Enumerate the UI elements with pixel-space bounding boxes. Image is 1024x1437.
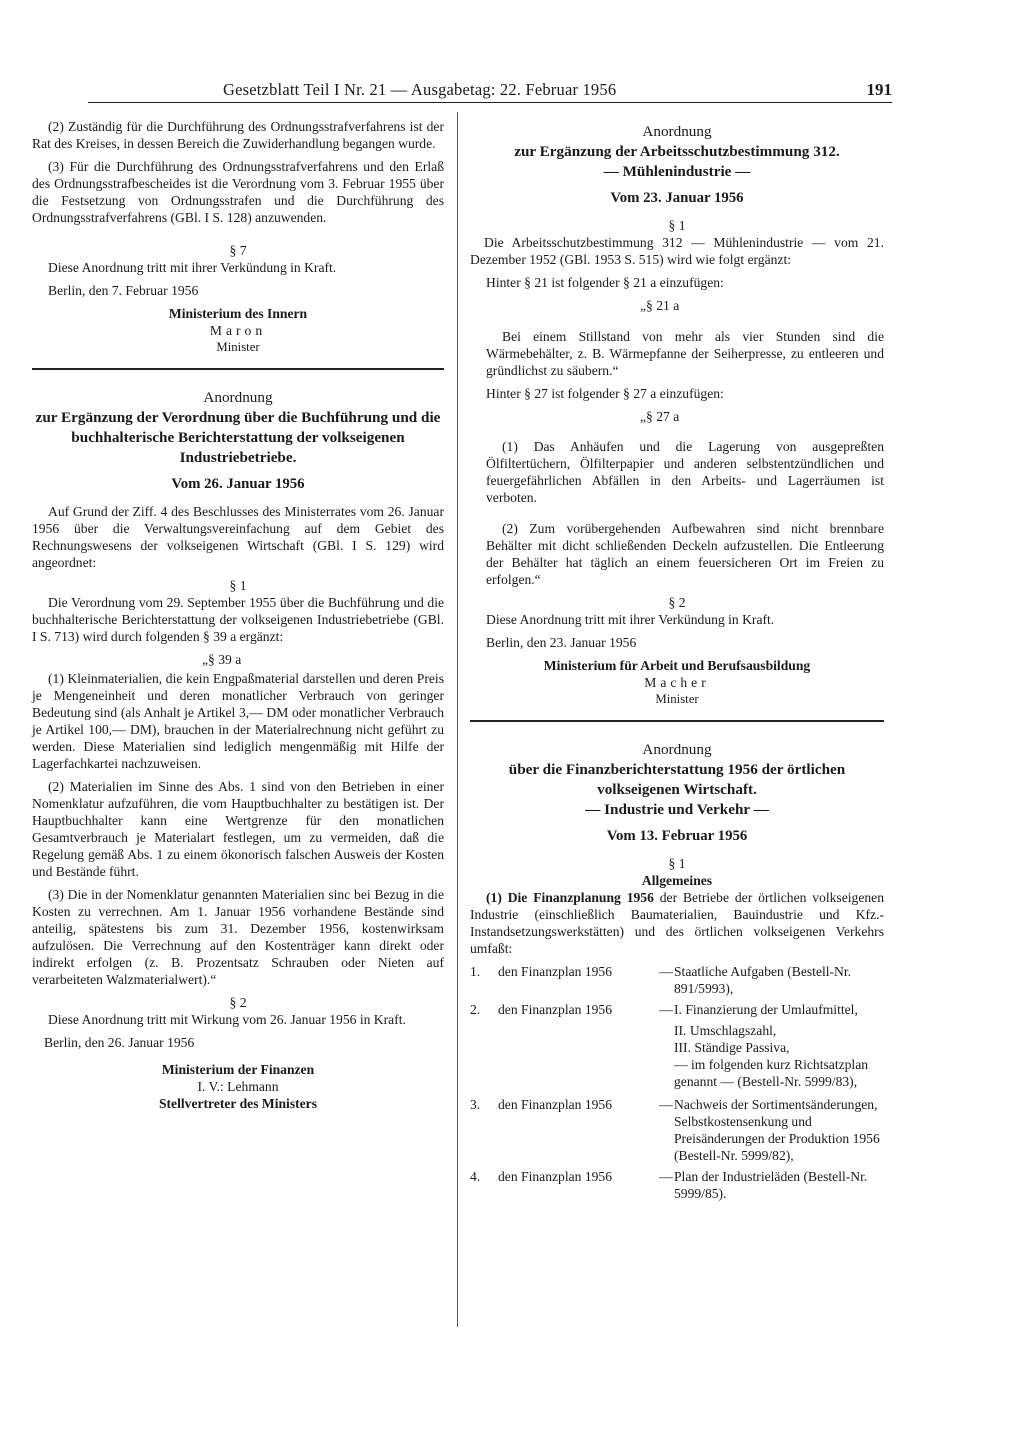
paragraph: (2) Materialien im Sinne des Abs. 1 sind von den Betrieben in einer Nomenklatur aufzuführen, die vom Hauptbuchhalter zu bestätigen ist. Der Hauptbuchhalter kann eine Wertgrenze für den monatlichen Gesamtverbrauch je Materialart festlegen, um zu vermeiden, daß die Regelung gemäß Abs. 1 zu einem ökonorisch falschen Ausweis der Kosten und Bestände führt. [32, 779, 444, 879]
finance-plan-item [470, 963, 884, 997]
section-heading: § 2 [668, 594, 686, 610]
paragraph: (2) Zum vorübergehenden Aufbewahren sind nicht brennbare Behälter mit dicht schließenden Deckeln aufzustellen. Die Entleerung der Behälter hat täglich an einem feuersicheren Ort im Freien zu erfolgen.“ [486, 520, 884, 587]
paragraph: Hinter § 21 ist folgender § 21 a einzufügen: [486, 275, 724, 290]
section-heading: § 7 [229, 243, 247, 258]
ordinance-word: Anordnung [642, 123, 712, 140]
finance-plan-item [470, 1168, 884, 1202]
section-rule [470, 720, 884, 722]
ordinance-title: zur Ergänzung der Verordnung über die Buchführung und die buchhalterische Berichterstattung der volkseigenen Industriebetriebe. [35, 409, 441, 466]
ordinance-date: Vom 13. Februar 1956 [606, 827, 748, 844]
finance-plan-item [470, 1001, 884, 1018]
ordinance-word: Anordnung [203, 389, 273, 406]
section-heading: § 1 [668, 855, 686, 871]
section-heading: § 1 [668, 218, 686, 233]
section-heading: „§ 21 a [640, 298, 680, 313]
ordinance-subtitle: — Mühlenindustrie — [603, 163, 751, 180]
signer-title: Minister [655, 691, 699, 706]
section-heading: § 1 [229, 578, 247, 593]
signer-title: Stellvertreter des Ministers [158, 1096, 318, 1111]
ministry-name: Ministerium des Innern [168, 306, 308, 321]
signer-name: Maron [209, 323, 267, 338]
paragraph: Hinter § 27 ist folgender § 27 a einzufügen: [486, 385, 724, 401]
item-number: 4. [470, 1168, 481, 1184]
item-dash: — [659, 1096, 673, 1112]
signer-name: I. V.: Lehmann [197, 1079, 279, 1094]
place-date: Berlin, den 26. Januar 1956 [44, 1035, 195, 1050]
item-description: Nachweis der Sortimentsänderungen, Selbstkostensenkung und Preisänderungen der Produktion 1956 (Bestell-Nr. 5999/82), [674, 1096, 880, 1163]
paragraph: (1) Das Anhäufen und die Lagerung von ausgepreßten Ölfiltertüchern, Ölfilterpapier und anderen selbstentzündlichen und feuergefährlichen Abfällen in den Arbeits- und Lagerräumen ist verboten. [486, 439, 884, 506]
subitem-text: II. Umschlagszahl, [674, 1022, 777, 1038]
paragraph: (3) Die in der Nomenklatur genannten Materialien sinc bei Bezug in die Kosten zu verrechnen. Am 1. Januar 1956 vorhandene Bestände sind anteilig, spätestens bis zum 31. Dezember 1956, kostenwirksam aufzulösen. Die Verrechnung auf den Kostenträger kann direkt oder indirekt erfolgen (z. B. Prozentsatz Schrauben oder Nieten auf verarbeiteten Walzmaterialwert).“ [32, 887, 444, 987]
section-rule [32, 368, 444, 370]
place-date: Berlin, den 7. Februar 1956 [48, 283, 199, 298]
item-number: 2. [470, 1001, 481, 1017]
subitem-text: III. Ständige Passiva, [674, 1039, 790, 1055]
item-description: Plan der Industrieläden (Bestell-Nr. 5999/85). [674, 1168, 868, 1201]
paragraph: (2) Zuständig für die Durchführung des Ordnungsstrafverfahrens ist der Rat des Kreises, in dessen Bereich die Zuwiderhandlung begangen wurde. [32, 119, 444, 151]
paragraph: Diese Anordnung tritt mit ihrer Verkündung in Kraft. [486, 611, 775, 627]
paragraph-lead: (1) Die Finanzplanung 1956 [486, 889, 654, 905]
item-number: 1. [470, 963, 481, 979]
section-heading: „§ 39 a [202, 652, 242, 667]
ordinance-date: Vom 26. Januar 1956 [171, 476, 305, 492]
section-heading: „§ 27 a [640, 408, 680, 424]
page-header [88, 80, 892, 104]
finance-plan-subitem [470, 1039, 884, 1056]
paragraph: Diese Anordnung tritt mit Wirkung vom 26. Januar 1956 in Kraft. [48, 1012, 406, 1027]
paragraph: Bei einem Stillstand von mehr als vier Stunden sind die Wärmebehälter, z. B. Wärmepfanne der Seiherpresse, zu entleeren und gründlichst zu säubern.“ [486, 328, 884, 378]
paragraph: (1) Kleinmaterialien, die kein Engpaßmaterial darstellen und deren Preis je Mengeneinheit und deren monatlicher Verbrauch von geringer Bedeutung sind (als Anhalt je Artikel 3,— DM oder monatlicher Verbrauch je Artikel 100,— DM), brauchen in der Materialrechnung nicht geführt zu werden. Diese Materialien sind lediglich mengenmäßig mit Hilfe der Lagerfachkartei nachzuweisen. [32, 671, 444, 771]
signer-title: Minister [216, 340, 260, 354]
paragraph: (3) Für die Durchführung des Ordnungsstrafverfahrens und den Erlaß des Ordnungsstrafbescheides ist die Verordnung vom 3. Februar 1955 über die Festsetzung von Ordnungsstrafen und die Durchführung des Ordnungsstrafverfahrens (GBl. I S. 128) anzuwenden. [32, 159, 444, 225]
ordinance-subtitle: — Industrie und Verkehr — [585, 800, 769, 818]
finance-plan-subitem [470, 1022, 884, 1039]
subitem-text: — im folgenden kurz Richtsatzplan genannt — (Bestell-Nr. 5999/83), [674, 1056, 869, 1089]
paragraph: Die Verordnung vom 29. September 1955 über die Buchführung und die buchhalterische Berichterstattung der volkseigenen Industriebetriebe (GBl. I S. 713) wird durch folgenden § 39 a ergänzt: [32, 595, 444, 644]
item-label: den Finanzplan 1956 [498, 963, 613, 979]
item-label: den Finanzplan 1956 [498, 1168, 613, 1184]
header-title: Gesetzblatt Teil I Nr. 21 — Ausgabetag: 22. Februar 1956 [223, 80, 617, 99]
page-number: 191 [866, 80, 892, 99]
section-heading: § 2 [229, 995, 247, 1010]
right-column [470, 122, 884, 1206]
item-description: I. Finanzierung der Umlaufmittel, [674, 1001, 858, 1017]
item-dash: — [659, 1001, 673, 1017]
item-number: 3. [470, 1096, 481, 1112]
paragraph: Diese Anordnung tritt mit ihrer Verkündung in Kraft. [48, 260, 337, 275]
ordinance-title: über die Finanzberichterstattung 1956 der örtlichen volkseigenen Wirtschaft. [508, 760, 846, 798]
signer-name: Macher [644, 674, 710, 690]
header-rule [88, 102, 892, 103]
left-column [32, 118, 444, 1112]
ordinance-word: Anordnung [642, 740, 712, 758]
section-title: Allgemeines [641, 872, 713, 888]
item-dash: — [659, 963, 673, 979]
ministry-name: Ministerium für Arbeit und Berufsausbildung [543, 657, 811, 673]
finance-plan-item [470, 1096, 884, 1164]
paragraph: Auf Grund der Ziff. 4 des Beschlusses des Ministerrates vom 26. Januar 1956 über die Verwaltungsvereinfachung auf dem Gebiet des Rechnungswesens der volkseigenen Wirtschaft (GBl. I S. 129) wird angeordnet: [32, 504, 444, 570]
ministry-name: Ministerium der Finanzen [161, 1062, 315, 1077]
finance-plan-subitem [470, 1056, 884, 1090]
paragraph: Die Arbeitsschutzbestimmung 312 — Mühlenindustrie — vom 21. Dezember 1952 (GBl. 1953 S. 515) wird wie folgt ergänzt: [470, 235, 884, 267]
item-label: den Finanzplan 1956 [498, 1001, 613, 1017]
paragraph-rest: der Betriebe der örtlichen volkseigenen Industrie (einschließlich Baumaterialien, Bauindustrie und Kfz.-Instandsetzungswerkstätten) und des örtlichen volkseigenen Verkehrs umfaßt: [470, 889, 884, 956]
item-label: den Finanzplan 1956 [498, 1096, 613, 1112]
paragraph [470, 889, 884, 957]
item-description: Staatliche Aufgaben (Bestell-Nr. 891/5993), [674, 963, 852, 996]
ordinance-title: zur Ergänzung der Arbeitsschutzbestimmung 312. [514, 143, 840, 160]
ordinance-date: Vom 23. Januar 1956 [610, 190, 744, 206]
item-dash: — [659, 1168, 673, 1184]
column-divider [457, 112, 458, 1327]
place-date: Berlin, den 23. Januar 1956 [486, 634, 637, 650]
